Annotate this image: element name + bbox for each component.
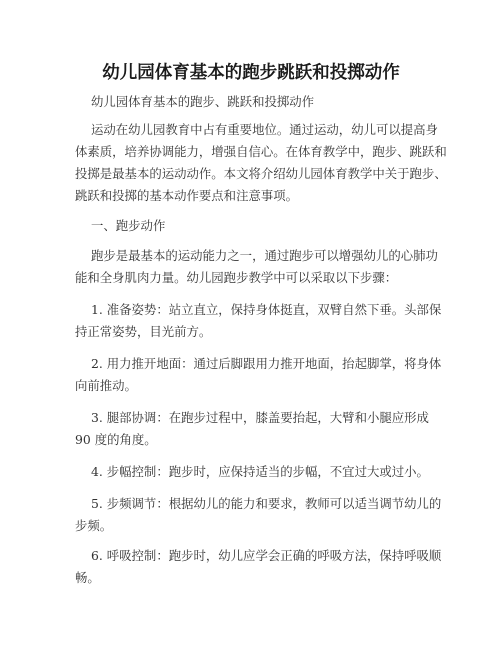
step-item-5: 5. 步频调节：根据幼儿的能力和要求，教师可以适当调节幼儿的步频。 — [75, 496, 442, 533]
step-item-2: 2. 用力推开地面：通过后脚跟用力推开地面，抬起脚掌，将身体向前推动。 — [75, 356, 442, 393]
document-title: 幼儿园体育基本的跑步跳跃和投掷动作 — [102, 63, 400, 83]
running-intro-paragraph: 跑步是最基本的运动能力之一，通过跑步可以增强幼儿的心肺功能和全身肌肉力量。幼儿园跑步教学中可以采取以下步骤： — [75, 248, 438, 285]
intro-paragraph: 运动在幼儿园教育中占有重要地位。通过运动，幼儿可以提高身体素质，培养协调能力，增强自信心。在体育教学中，跑步、跳跃和投掷是最基本的运动动作。本文将介绍幼儿园体育教学中关于跑步、跳跃和投掷的基本动作要点和注意事项。 — [75, 122, 447, 203]
step-item-3: 3. 腿部协调：在跑步过程中，膝盖要抬起，大臂和小腿应形成 90 度的角度。 — [75, 410, 429, 447]
step-item-1: 1. 准备姿势：站立直立，保持身体挺直，双臂自然下垂。头部保持正常姿势，目光前方。 — [75, 302, 442, 339]
step-item-6: 6. 呼吸控制：跑步时，幼儿应学会正确的呼吸方法，保持呼吸顺畅。 — [75, 548, 442, 585]
section-heading-running: 一、跑步动作 — [91, 218, 166, 233]
step-item-4: 4. 步幅控制：跑步时，应保持适当的步幅，不宜过大或过小。 — [91, 464, 429, 479]
document-subtitle: 幼儿园体育基本的跑步、跳跃和投掷动作 — [91, 94, 315, 109]
